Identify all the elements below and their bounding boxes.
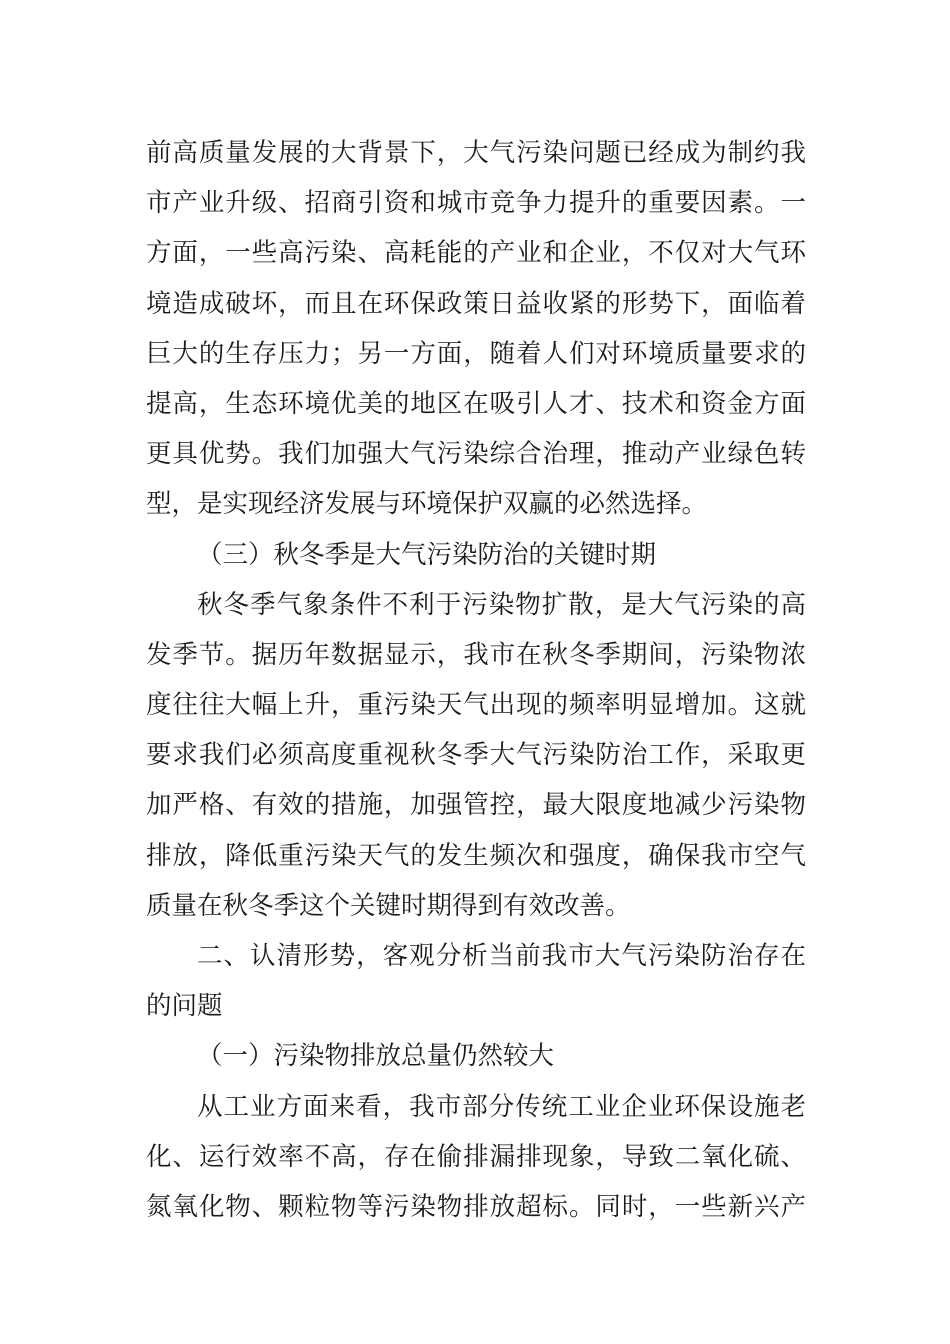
document-page [146, 128, 806, 1232]
text-line: 更具优势。我们加强大气污染综合治理，推动产业绿色转 [146, 439, 806, 470]
text-line: 提高，生态环境优美的地区在吸引人才、技术和资金方面 [146, 388, 806, 419]
section-heading: 二、认清形势，客观分析当前我市大气污染防治存在 [197, 941, 806, 971]
text-line: 质量在秋冬季这个关键时期得到有效改善。 [146, 890, 631, 921]
section-heading: （三）秋冬季是大气污染防治的关键时期 [197, 539, 657, 570]
text-line: 排放，降低重污染天气的发生频次和强度，确保我市空气 [146, 840, 806, 871]
text-line: 化、运行效率不高，存在偷排漏排现象，导致二氧化硫、 [146, 1141, 806, 1172]
text-line: 要求我们必须高度重视秋冬季大气污染防治工作，采取更 [146, 740, 806, 771]
text-line: 市产业升级、招商引资和城市竞争力提升的重要因素。一 [146, 188, 806, 219]
text-line: 发季节。据历年数据显示，我市在秋冬季期间，污染物浓 [146, 639, 806, 670]
text-line: 秋冬季气象条件不利于污染物扩散，是大气污染的高 [197, 589, 806, 620]
text-line: 氮氧化物、颗粒物等污染物排放超标。同时，一些新兴产 [146, 1191, 806, 1222]
text-line: 度往往大幅上升，重污染天气出现的频率明显增加。这就 [146, 690, 806, 721]
section-heading: （一）污染物排放总量仍然较大 [197, 1041, 555, 1072]
text-line: 方面，一些高污染、高耗能的产业和企业，不仅对大气环 [146, 238, 806, 269]
text-line: 加严格、有效的措施，加强管控，最大限度地减少污染物 [146, 790, 806, 821]
text-line: 前高质量发展的大背景下，大气污染问题已经成为制约我 [146, 138, 806, 168]
text-line: 型，是实现经济发展与环境保护双赢的必然选择。 [146, 489, 708, 520]
section-heading: 的问题 [146, 991, 223, 1022]
text-line: 境造成破坏，而且在环保政策日益收紧的形势下，面临着 [146, 288, 806, 319]
text-line: 从工业方面来看，我市部分传统工业企业环保设施老 [197, 1091, 806, 1122]
text-line: 巨大的生存压力；另一方面，随着人们对环境质量要求的 [146, 338, 806, 369]
